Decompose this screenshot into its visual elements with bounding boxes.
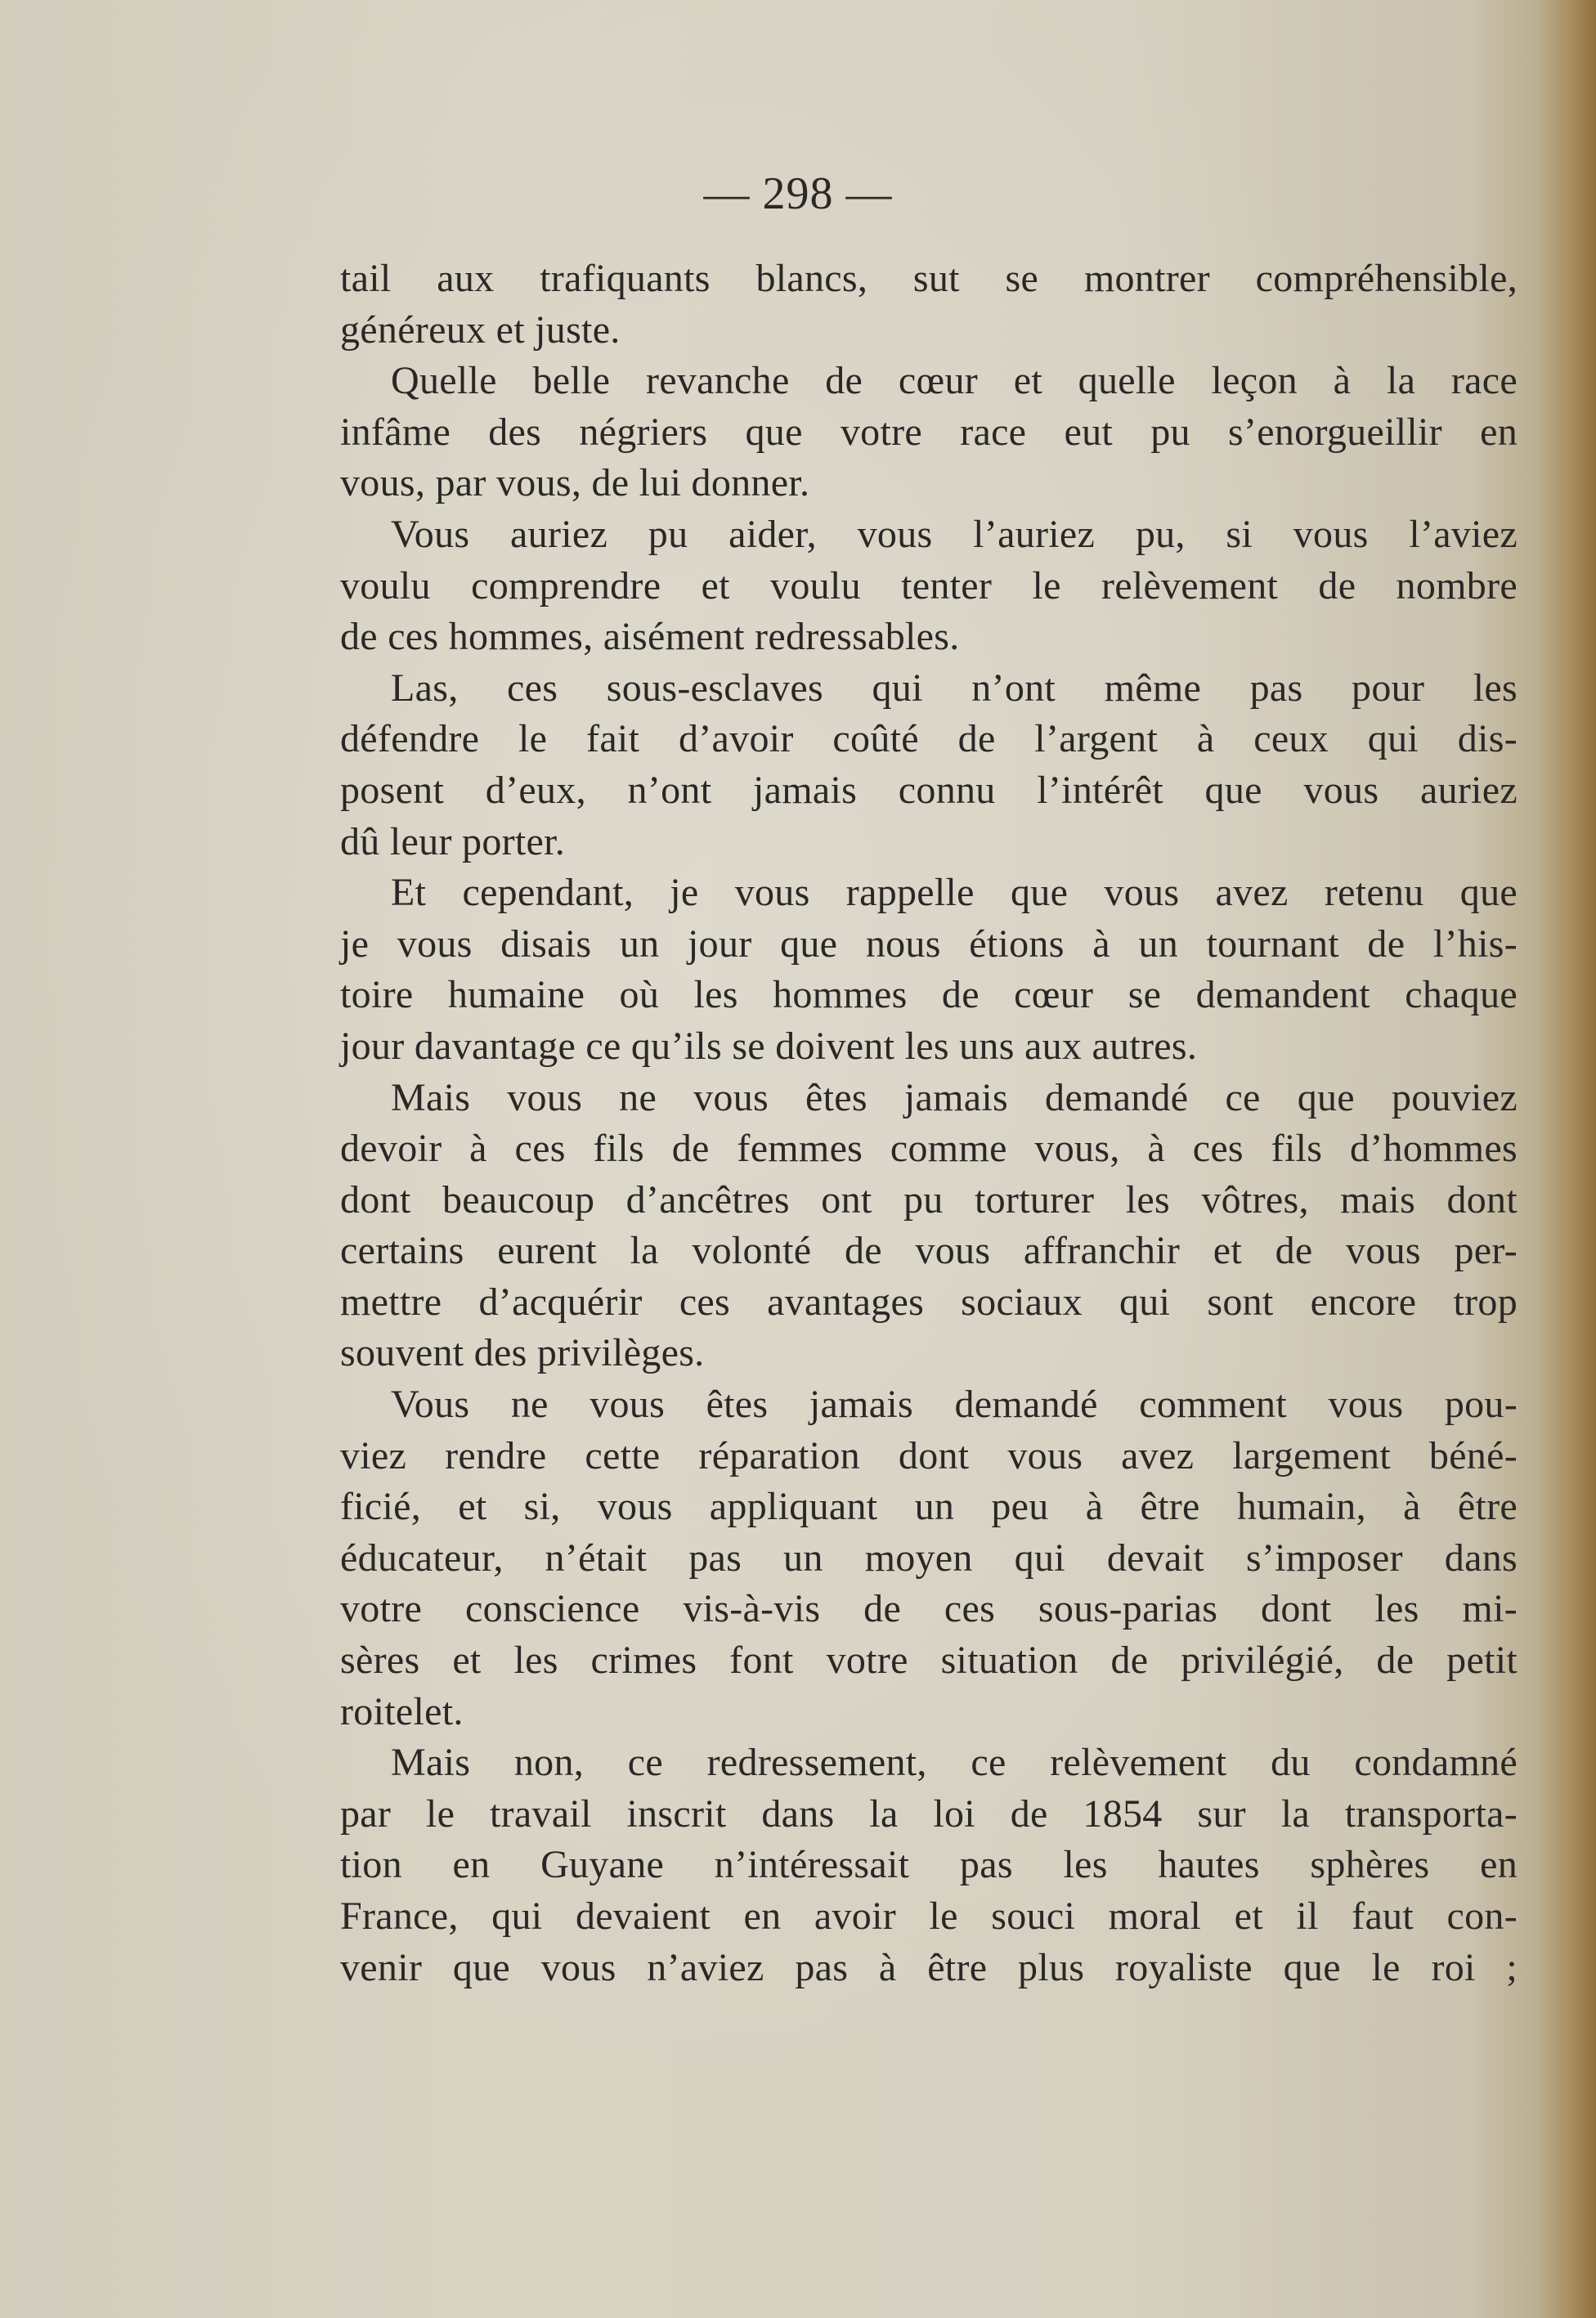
text-line: je vous disais un jour que nous étions à un tournant de l’his- xyxy=(340,921,1518,966)
text-line: dont beaucoup d’ancêtres ont pu torturer les vôtres, mais dont xyxy=(340,1177,1518,1222)
text-line: Vous ne vous êtes jamais demandé comment vous pou- xyxy=(391,1383,1518,1427)
text-line: posent d’eux, n’ont jamais connu l’intérêt que vous auriez xyxy=(340,768,1518,812)
text-line: de ces hommes, aisément redressables. xyxy=(340,615,960,659)
text-line: viez rendre cette réparation dont vous avez largement béné- xyxy=(340,1433,1518,1477)
text-line: roitelet. xyxy=(340,1689,464,1733)
text-line: Mais non, ce redressement, ce relèvement du condamné xyxy=(391,1741,1518,1785)
text-line: vous, par vous, de lui donner. xyxy=(340,461,810,505)
text-line: dû leur porter. xyxy=(340,819,566,863)
text-line: mettre d’acquérir ces avantages sociaux qui sont encore trop xyxy=(340,1280,1518,1324)
page-number: — 298 — xyxy=(703,168,893,219)
text-line: jour davantage ce qu’ils se doivent les uns aux autres. xyxy=(340,1024,1198,1068)
text-line: infâme des négriers que votre race eut pu s’enorgueillir en xyxy=(340,410,1518,454)
text-line: certains eurent la volonté de vous affranchir et de vous per- xyxy=(340,1229,1518,1273)
text-line: défendre le fait d’avoir coûté de l’argent à ceux qui dis- xyxy=(340,717,1518,761)
text-line: France, qui devaient en avoir le souci moral et il faut con- xyxy=(340,1894,1518,1938)
page-edge-shading xyxy=(1539,0,1596,2318)
text-line: venir que vous n’aviez pas à être plus royaliste que le roi ; xyxy=(340,1945,1518,1989)
text-line: devoir à ces fils de femmes comme vous, à ces fils d’hommes xyxy=(340,1127,1518,1171)
text-line: généreux et juste. xyxy=(340,307,621,352)
text-line: souvent des privilèges. xyxy=(340,1331,705,1375)
text-line: par le travail inscrit dans la loi de 1854 sur la transporta- xyxy=(340,1791,1518,1836)
text-line: Vous auriez pu aider, vous l’auriez pu, si vous l’aviez xyxy=(391,512,1518,556)
text-line: tail aux trafiquants blancs, sut se montrer compréhensible, xyxy=(340,257,1518,300)
text-line: Mais vous ne vous êtes jamais demandé ce que pouviez xyxy=(391,1075,1518,1119)
text-line: toire humaine où les hommes de cœur se demandent chaque xyxy=(340,973,1518,1017)
text-line: votre conscience vis-à-vis de ces sous-parias dont les mi- xyxy=(340,1587,1518,1631)
text-line: Et cependant, je vous rappelle que vous avez retenu que xyxy=(391,871,1518,915)
text-line: ficié, et si, vous appliquant un peu à être humain, à être xyxy=(340,1485,1518,1529)
text-line: éducateur, n’était pas un moyen qui devait s’imposer dans xyxy=(340,1536,1518,1580)
body-text xyxy=(340,253,1518,1993)
text-line: Las, ces sous-esclaves qui n’ont même pas pour les xyxy=(391,666,1518,710)
text-line: tion en Guyane n’intéressait pas les hautes sphères en xyxy=(340,1843,1518,1887)
text-line: voulu comprendre et voulu tenter le relèvement de nombre xyxy=(340,563,1518,608)
text-line: Quelle belle revanche de cœur et quelle leçon à la race xyxy=(391,359,1518,403)
text-line: sères et les crimes font votre situation de privilégié, de petit xyxy=(340,1639,1518,1683)
